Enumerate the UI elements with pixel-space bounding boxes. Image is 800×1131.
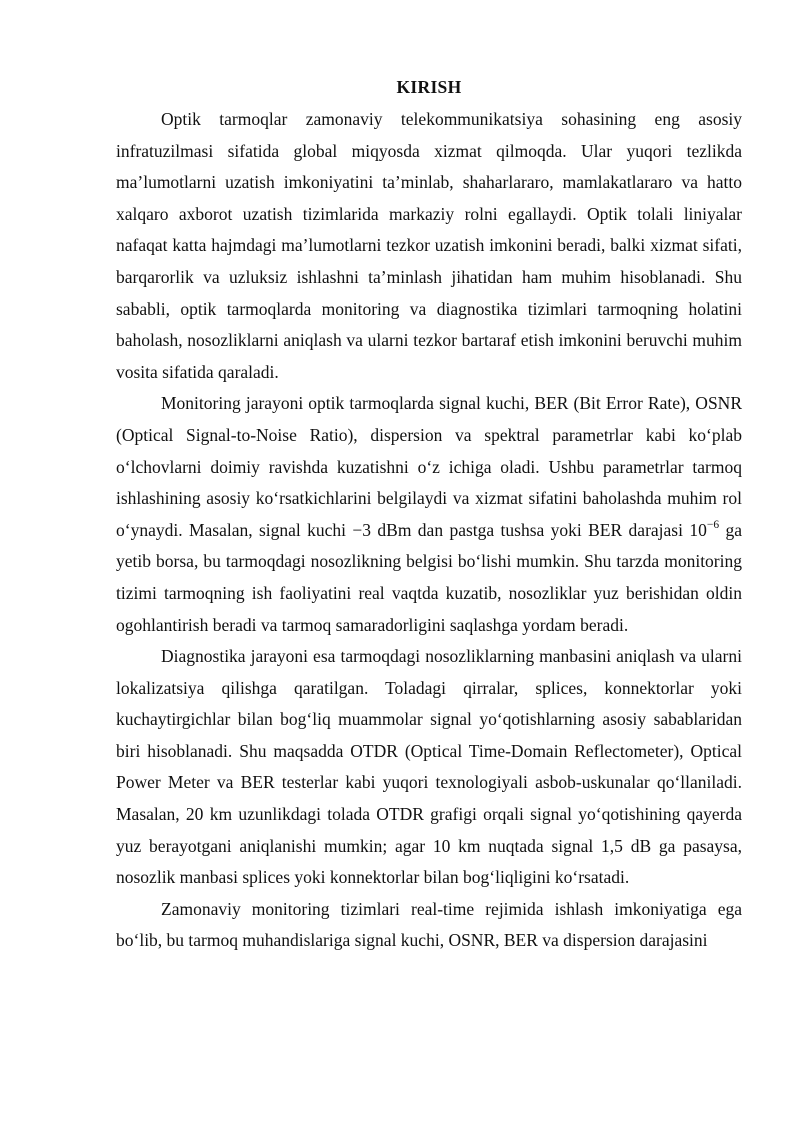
ber-exponent: −6 xyxy=(706,518,720,531)
paragraph-3: Diagnostika jarayoni esa tarmoqdagi nosozliklarning manbasini aniqlash va ularni lokalizatsiya qilishga qaratilgan. Toladagi qirralar, splices, konnektorlar yoki kuchaytirgichlar bilan bog‘liq muammolar signal yo‘qotishlarning asosiy sabablaridan biri hisoblanadi. Shu maqsadda OTDR (Optical Time-Domain Reflectometer), Optical Power Meter va BER testerlar kabi yuqori texnologiyali asbob-uskunalar qo‘llaniladi. Masalan, 20 km uzunlikdagi tolada OTDR grafigi orqali signal yo‘qotishining qayerda yuz berayotgani aniqlanishi mumkin; agar 10 km nuqtada signal 1,5 dB ga pasaysa, nosozlik manbasi splices yoki konnektorlar bilan bog‘liqligini ko‘rsatadi. xyxy=(116,646,742,888)
paragraph-2 xyxy=(116,388,742,641)
page-title: KIRISH xyxy=(396,77,462,97)
paragraph-1: Optik tarmoqlar zamonaviy telekommunikatsiya sohasining eng asosiy infratuzilmasi sifatida global miqyosda xizmat qilmoqda. Ular yuqori tezlikda ma’lumotlarni uzatish imkoniyatini ta’minlab, shaharlararo, mamlakatlararo va hatto xalqaro axborot uzatish tizimlarida markaziy rolni egallaydi. Optik tolali liniyalar nafaqat katta hajmdagi ma’lumotlarni tezkor uzatish imkonini beradi, balki xizmat sifati, barqarorlik va uzluksiz ishlashni ta’minlash jihatidan ham muhim hisoblanadi. Shu sababli, optik tarmoqlarda monitoring va diagnostika tizimlari tarmoqning holatini baholash, nosozliklarni aniqlash va ularni tezkor bartaraf etish imkonini beruvchi muhim vosita sifatida qaraladi. xyxy=(116,109,742,382)
paragraph-2-text-end: ga yetib borsa, bu tarmoqdagi nosozlikning belgisi bo‘lishi mumkin. Shu tarzda monitoring tizimi tarmoqning ish faoliyatini real vaqtda kuzatib, nosozliklar yuz berishidan oldin ogohlantirish beradi va tarmoq samaradorligini saqlashga yordam beradi. xyxy=(116,519,742,635)
paragraph-2-text-start: Monitoring jarayoni optik tarmoqlarda signal kuchi, BER (Bit Error Rate), OSNR (Optical Signal-to-Noise Ratio), dispersion va spektral parametrlar kabi ko‘plab o‘lchovlarni doimiy ravishda kuzatishni o‘z ichiga oladi. Ushbu parametrlar tarmoq ishlashining asosiy ko‘rsatkichlarini belgilaydi va xizmat sifatini baholashda muhim rol o‘ynaydi. Masalan, signal kuchi −3 dBm dan pastga tushsa yoki BER darajasi 10 xyxy=(116,393,742,540)
paragraph-4: Zamonaviy monitoring tizimlari real-time rejimida ishlash imkoniyatiga ega bo‘lib, bu tarmoq muhandislariga signal kuchi, OSNR, BER va dispersion darajasini xyxy=(116,898,742,951)
